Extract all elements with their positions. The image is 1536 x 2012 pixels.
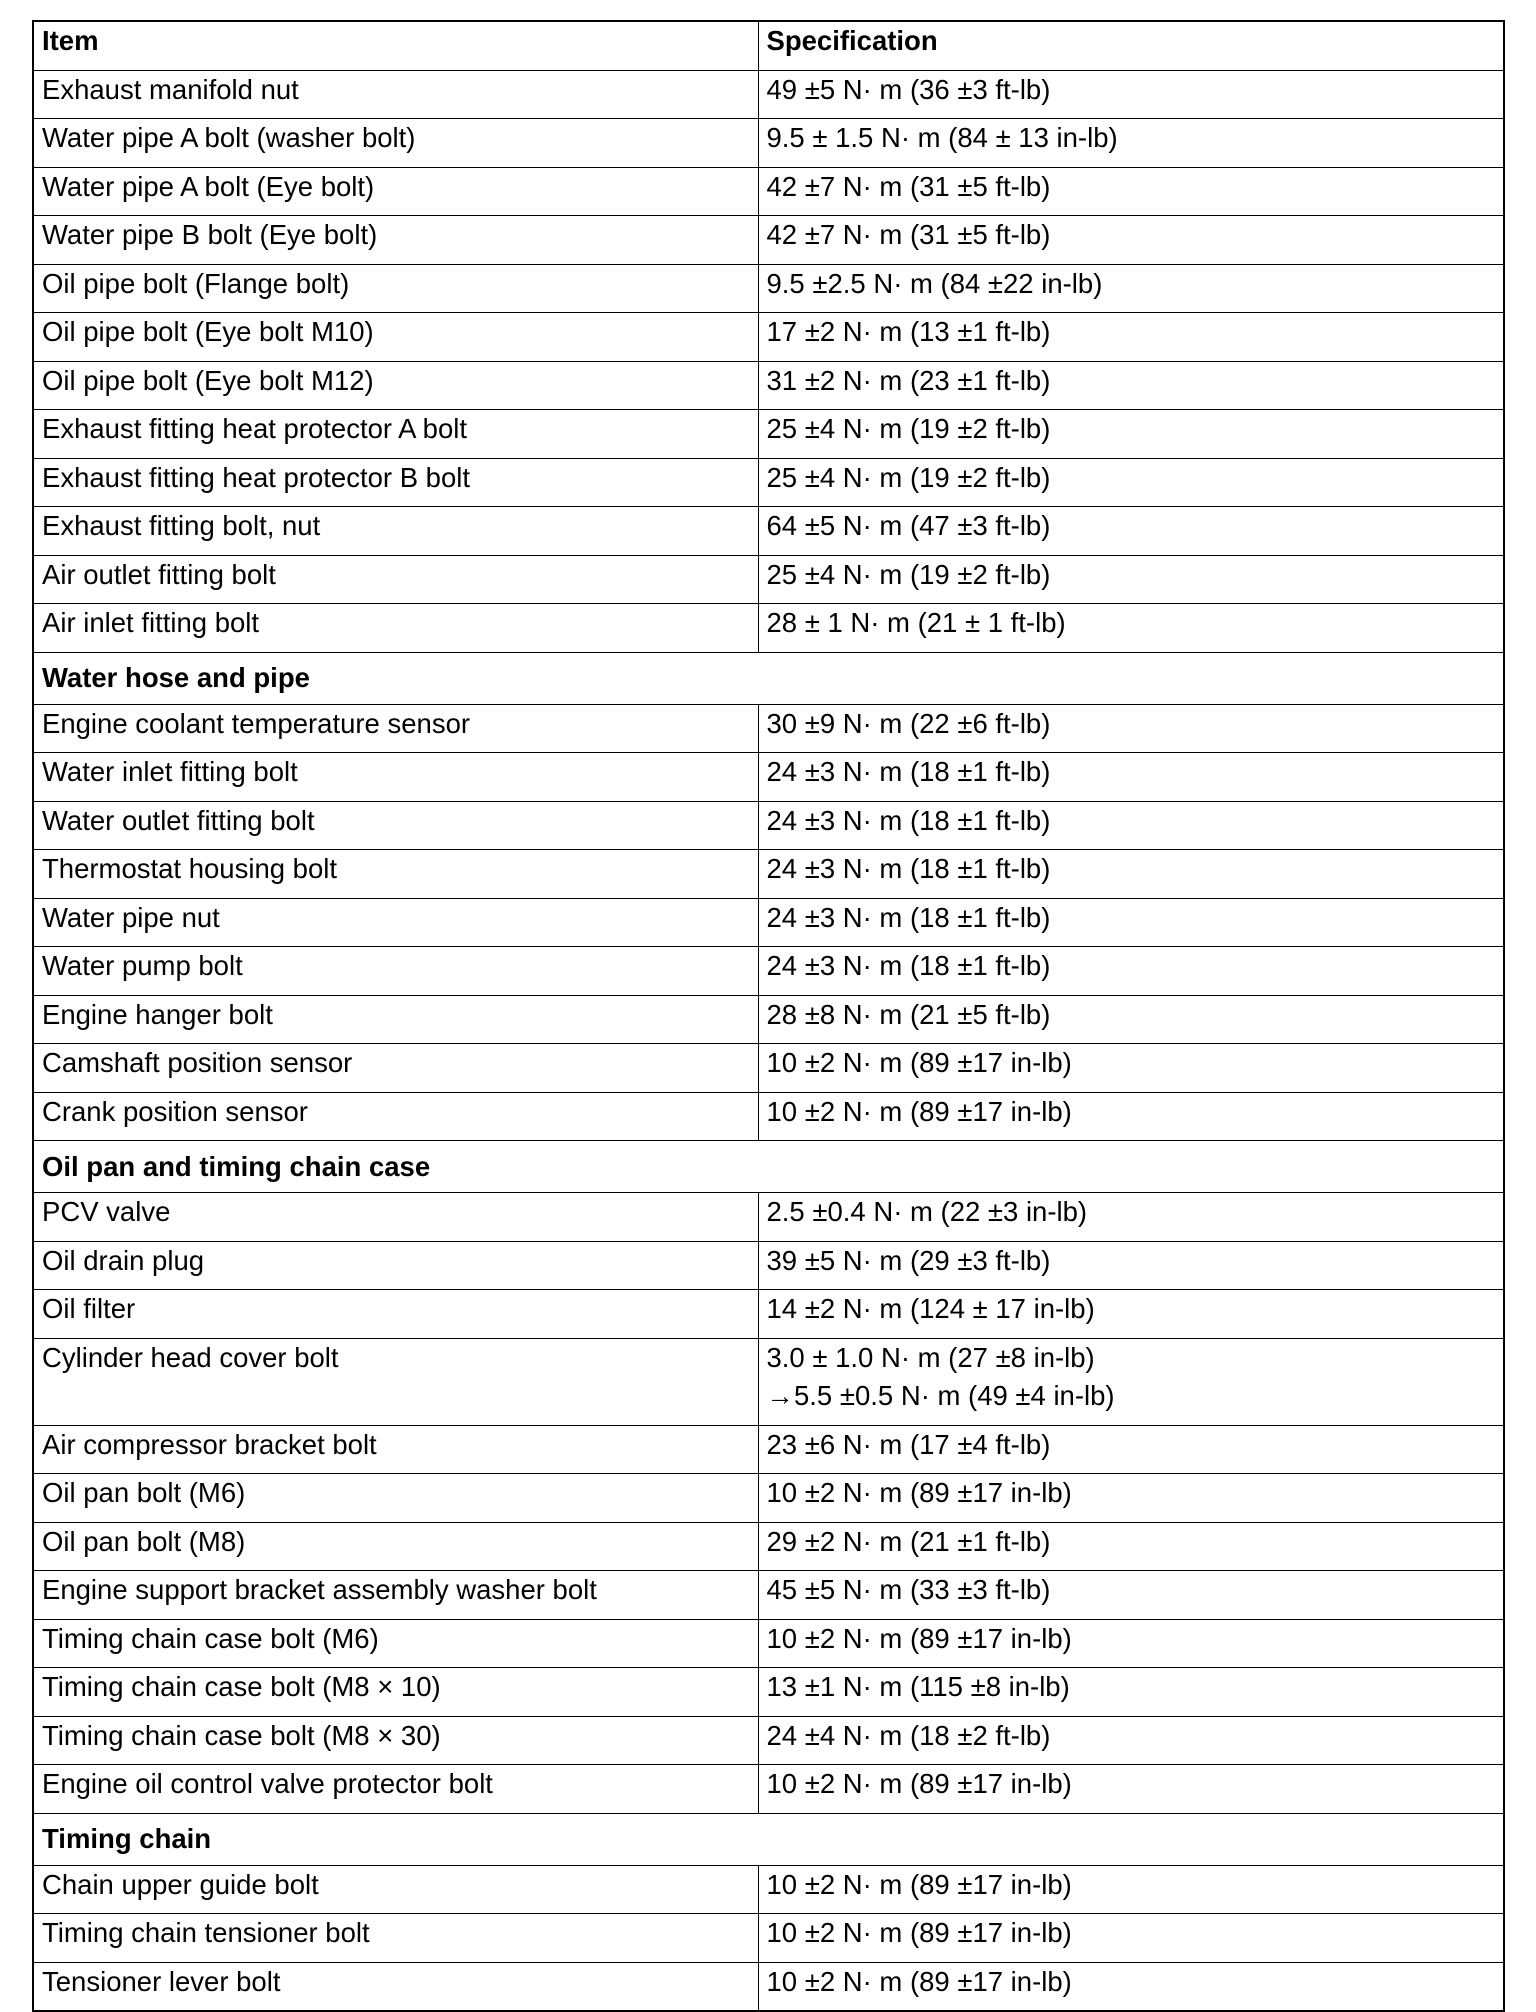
specification-value: 42 ±7 N· m (31 ±5 ft-lb) [766,170,1051,202]
specification-value: 64 ±5 N· m (47 ±3 ft-lb) [766,510,1051,541]
specification-cell [758,1425,1504,1474]
table-row [33,1338,1504,1425]
specification-value: 24 ±3 N· m (18 ±1 ft-lb) [766,853,1051,884]
specification-value: 10 ±2 N· m (89 ±17 in-lb) [766,1095,1072,1127]
specification-value: 24 ±3 N· m (18 ±1 ft-lb) [766,756,1051,787]
table-body [33,21,1504,2011]
specification-cell [758,507,1504,556]
table-row [33,1425,1504,1474]
specification-cell [758,801,1504,850]
item-cell: Tensioner lever bolt [33,1962,758,2011]
torque-spec-table [32,20,1505,2012]
table-row [33,555,1504,604]
specification-value: 24 ±3 N· m (18 ±1 ft-lb) [766,901,1051,933]
item-cell: Crank position sensor [33,1092,758,1141]
table-row [33,850,1504,899]
section-title: Oil pan and timing chain case [33,1141,1504,1193]
table-row [33,1619,1504,1668]
specification-cell [758,1241,1504,1290]
table-row [33,1571,1504,1620]
specification-value: 2.5 ±0.4 N· m (22 ±3 in-lb) [766,1196,1088,1227]
specification-cell [758,850,1504,899]
item-cell: Water pipe nut [33,898,758,947]
section-header-row [33,652,1504,704]
item-cell: Timing chain tensioner bolt [33,1914,758,1963]
table-row [33,458,1504,507]
item-cell: Water pump bolt [33,947,758,996]
specification-cell [758,1765,1504,1814]
table-row [33,1241,1504,1290]
specification-value: 23 ±6 N· m (17 ±4 ft-lb) [766,1428,1051,1460]
item-cell: Exhaust manifold nut [33,70,758,119]
specification-cell [758,216,1504,265]
specification-value: 9.5 ± 1.5 N· m (84 ± 13 in-lb) [766,122,1118,153]
specification-value: 9.5 ±2.5 N· m (84 ±22 in-lb) [766,267,1103,299]
specification-value: 14 ±2 N· m (124 ± 17 in-lb) [766,1293,1095,1324]
table-row [33,1962,1504,2011]
item-cell: Oil pan bolt (M8) [33,1522,758,1571]
specification-value: 17 ±2 N· m (13 ±1 ft-lb) [766,316,1051,347]
item-cell: Exhaust fitting bolt, nut [33,507,758,556]
table-row [33,1193,1504,1242]
table-row [33,1716,1504,1765]
item-cell: Water pipe A bolt (washer bolt) [33,119,758,168]
table-row [33,119,1504,168]
specification-value: 31 ±2 N· m (23 ±1 ft-lb) [766,364,1051,396]
specification-cell [758,1668,1504,1717]
specification-value: →5.5 ±0.5 N· m (49 ±4 in-lb) [766,1379,1115,1411]
specification-value: 3.0 ± 1.0 N· m (27 ±8 in-lb) [766,1341,1095,1373]
table-row [33,507,1504,556]
item-cell: Timing chain case bolt (M8 × 30) [33,1716,758,1765]
table-row [33,1668,1504,1717]
item-cell: Air inlet fitting bolt [33,604,758,653]
specification-cell [758,1092,1504,1141]
table-row [33,1522,1504,1571]
item-cell: Water pipe B bolt (Eye bolt) [33,216,758,265]
header-specification: Specification [758,21,1504,70]
item-cell: Engine hanger bolt [33,995,758,1044]
item-cell: Engine coolant temperature sensor [33,704,758,753]
specification-value: 29 ±2 N· m (21 ±1 ft-lb) [766,1525,1051,1557]
table-row [33,1765,1504,1814]
table-row [33,1474,1504,1523]
table-row [33,216,1504,265]
table-row [33,410,1504,459]
specification-cell [758,1193,1504,1242]
specification-cell [758,313,1504,362]
specification-cell [758,604,1504,653]
specification-value: 28 ± 1 N· m (21 ± 1 ft-lb) [766,607,1066,638]
item-cell: Timing chain case bolt (M6) [33,1619,758,1668]
item-cell: Water inlet fitting bolt [33,753,758,802]
specification-cell [758,1619,1504,1668]
specification-cell [758,555,1504,604]
specification-cell [758,458,1504,507]
specification-value: 25 ±4 N· m (19 ±2 ft-lb) [766,461,1051,493]
specification-cell [758,167,1504,216]
item-cell: Camshaft position sensor [33,1044,758,1093]
specification-value: 39 ±5 N· m (29 ±3 ft-lb) [766,1244,1051,1276]
table-row [33,704,1504,753]
item-cell: Water outlet fitting bolt [33,801,758,850]
table-row [33,1865,1504,1914]
header-item: Item [33,21,758,70]
specification-cell [758,995,1504,1044]
specification-cell [758,1474,1504,1523]
specification-value: 13 ±1 N· m (115 ±8 in-lb) [766,1671,1070,1702]
specification-cell [758,264,1504,313]
item-cell: Air compressor bracket bolt [33,1425,758,1474]
item-cell: Oil pipe bolt (Eye bolt M12) [33,361,758,410]
specification-value: 45 ±5 N· m (33 ±3 ft-lb) [766,1574,1051,1605]
table-row [33,313,1504,362]
table-row [33,947,1504,996]
specification-cell [758,410,1504,459]
specification-value: 10 ±2 N· m (89 ±17 in-lb) [766,1047,1072,1078]
section-title: Water hose and pipe [33,652,1504,704]
item-cell: Engine support bracket assembly washer bolt [33,1571,758,1620]
section-header-row [33,1813,1504,1865]
item-cell: Exhaust fitting heat protector A bolt [33,410,758,459]
item-cell: Cylinder head cover bolt [33,1338,758,1425]
item-cell: Oil pipe bolt (Eye bolt M10) [33,313,758,362]
specification-value: 10 ±2 N· m (89 ±17 in-lb) [766,1868,1072,1900]
specification-value: 28 ±8 N· m (21 ±5 ft-lb) [766,998,1051,1030]
specification-cell [758,1962,1504,2011]
specification-value: 10 ±2 N· m (89 ±17 in-lb) [766,1768,1072,1799]
item-cell: PCV valve [33,1193,758,1242]
table-row [33,361,1504,410]
table-row [33,898,1504,947]
specification-cell [758,1522,1504,1571]
specification-cell [758,1914,1504,1963]
specification-cell [758,704,1504,753]
item-cell: Engine oil control valve protector bolt [33,1765,758,1814]
table-row [33,753,1504,802]
section-header-row [33,1141,1504,1193]
table-row [33,1290,1504,1339]
specification-cell [758,947,1504,996]
table-row [33,604,1504,653]
specification-value: 49 ±5 N· m (36 ±3 ft-lb) [766,73,1051,105]
item-cell: Chain upper guide bolt [33,1865,758,1914]
specification-cell [758,753,1504,802]
specification-cell [758,70,1504,119]
specification-cell [758,361,1504,410]
specification-cell [758,1716,1504,1765]
table-row [33,995,1504,1044]
item-cell: Water pipe A bolt (Eye bolt) [33,167,758,216]
specification-cell [758,1865,1504,1914]
specification-cell [758,1044,1504,1093]
specification-value: 10 ±2 N· m (89 ±17 in-lb) [766,1622,1072,1654]
table-row [33,1092,1504,1141]
item-cell: Oil filter [33,1290,758,1339]
specification-value: 42 ±7 N· m (31 ±5 ft-lb) [766,219,1051,250]
specification-value: 10 ±2 N· m (89 ±17 in-lb) [766,1477,1072,1508]
table-row [33,1044,1504,1093]
specification-cell [758,1290,1504,1339]
table-header-row [33,21,1504,70]
specification-value: 24 ±3 N· m (18 ±1 ft-lb) [766,950,1051,981]
specification-value: 10 ±2 N· m (89 ±17 in-lb) [766,1917,1072,1948]
specification-value: 25 ±4 N· m (19 ±2 ft-lb) [766,558,1051,590]
specification-cell [758,898,1504,947]
table-row [33,801,1504,850]
table-row [33,167,1504,216]
table-row [33,1914,1504,1963]
table-row [33,264,1504,313]
specification-cell [758,1338,1504,1425]
specification-value: 24 ±3 N· m (18 ±1 ft-lb) [766,804,1051,836]
section-title: Timing chain [33,1813,1504,1865]
item-cell: Air outlet fitting bolt [33,555,758,604]
item-cell: Thermostat housing bolt [33,850,758,899]
specification-value: 25 ±4 N· m (19 ±2 ft-lb) [766,413,1051,444]
item-cell: Oil pan bolt (M6) [33,1474,758,1523]
item-cell: Exhaust fitting heat protector B bolt [33,458,758,507]
item-cell: Oil drain plug [33,1241,758,1290]
table-row [33,70,1504,119]
specification-cell [758,1571,1504,1620]
item-cell: Oil pipe bolt (Flange bolt) [33,264,758,313]
specification-value: 24 ±4 N· m (18 ±2 ft-lb) [766,1719,1051,1751]
item-cell: Timing chain case bolt (M8 × 10) [33,1668,758,1717]
specification-value: 30 ±9 N· m (22 ±6 ft-lb) [766,707,1051,739]
specification-value: 10 ±2 N· m (89 ±17 in-lb) [766,1965,1072,1997]
specification-cell [758,119,1504,168]
